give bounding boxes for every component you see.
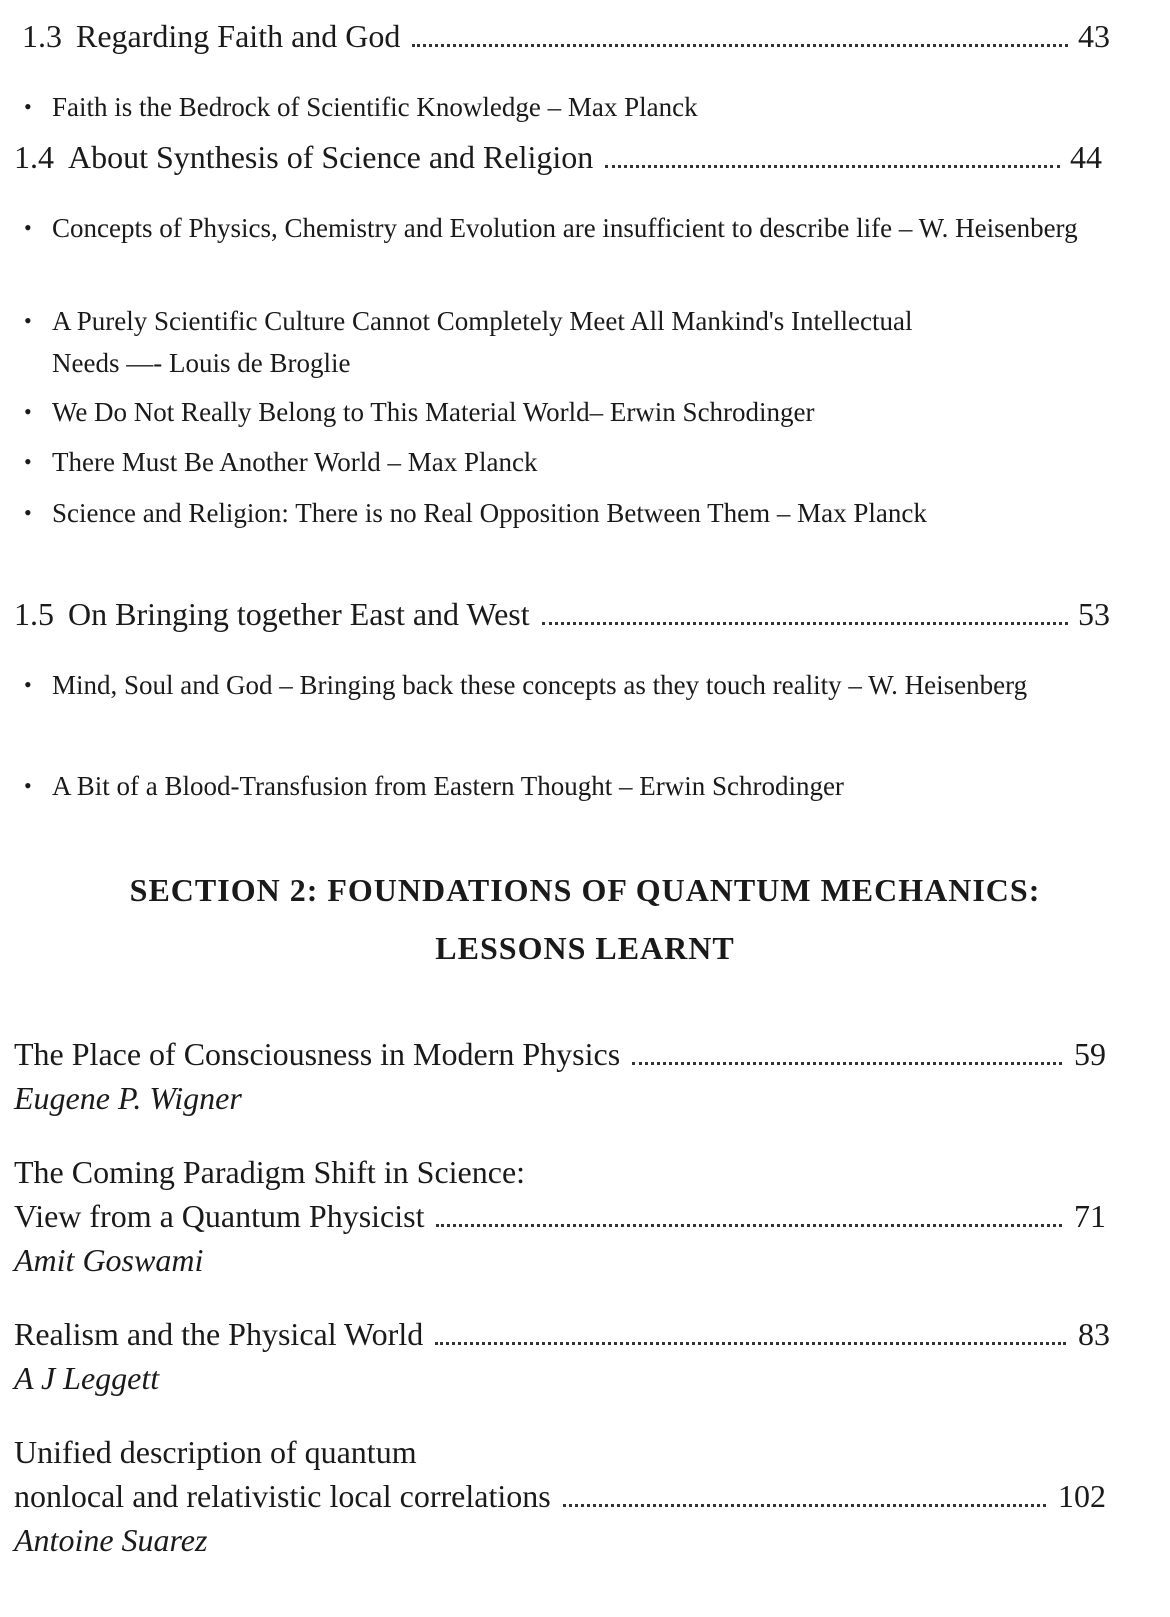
toc-article[interactable]: [14, 1032, 1154, 1120]
bullet-text: Mind, Soul and God – Bringing back these concepts as they touch reality – W. Heisenberg: [52, 670, 1028, 700]
dot-leader: [563, 1504, 1046, 1507]
entry-title: About Synthesis of Science and Religion: [68, 139, 594, 175]
article-title: The Place of Consciousness in Modern Physics: [14, 1036, 621, 1072]
bullet-icon: •: [24, 449, 32, 474]
bullet-text: A Bit of a Blood-Transfusion from Eastern Thought – Erwin Schrodinger: [52, 771, 844, 801]
bullet-text: A Purely Scientific Culture Cannot Completely Meet All Mankind's Intellectual Needs —- Louis de Broglie: [52, 306, 913, 378]
dot-leader: [605, 165, 1060, 168]
bullet-text: We Do Not Really Belong to This Material World– Erwin Schrodinger: [52, 397, 815, 427]
bullet-icon: •: [24, 672, 32, 697]
bullet-text: Concepts of Physics, Chemistry and Evolution are insufficient to describe life – W. Heisenberg: [52, 213, 1078, 243]
bullet-item: [24, 86, 1124, 128]
article-author: Antoine Suarez: [14, 1522, 208, 1558]
article-author: Amit Goswami: [14, 1242, 204, 1278]
entry-page-number: 53: [1078, 596, 1110, 632]
toc-article[interactable]: [14, 1430, 1154, 1562]
article-title: View from a Quantum Physicist: [14, 1198, 425, 1234]
entry-number: 1.5: [14, 596, 54, 632]
dot-leader: [542, 622, 1068, 625]
article-title-line: [14, 1312, 1154, 1356]
bullet-item: [24, 300, 974, 384]
dot-leader: [412, 44, 1068, 47]
article-page-number: 59: [1074, 1036, 1106, 1072]
toc-article[interactable]: [14, 1150, 1154, 1282]
toc-entry-1-5[interactable]: [14, 594, 1110, 634]
bullet-item: [24, 207, 1104, 249]
bullet-icon: •: [24, 500, 32, 525]
entry-title: Regarding Faith and God: [76, 18, 401, 54]
entry-title: On Bringing together East and West: [68, 596, 530, 632]
bullet-icon: •: [24, 94, 32, 119]
bullet-text: Faith is the Bedrock of Scientific Knowledge – Max Planck: [52, 92, 698, 122]
entry-number: 1.4: [14, 139, 54, 175]
toc-entry-1-4[interactable]: [14, 137, 1102, 177]
bullet-item: [24, 391, 1124, 433]
bullet-text: Science and Religion: There is no Real Opposition Between Them – Max Planck: [52, 498, 927, 528]
entry-number: 1.3: [22, 18, 62, 54]
article-title-line: The Coming Paradigm Shift in Science:: [14, 1154, 526, 1190]
toc-article[interactable]: [14, 1312, 1154, 1400]
toc-entry-1-3[interactable]: [22, 16, 1110, 56]
bullet-icon: •: [24, 773, 32, 798]
bullet-icon: •: [24, 399, 32, 424]
bullet-item: [24, 441, 1124, 483]
bullet-icon: •: [24, 215, 32, 240]
article-title: nonlocal and relativistic local correlations: [14, 1478, 551, 1514]
article-author: A J Leggett: [14, 1360, 160, 1396]
article-title-line: [14, 1474, 1154, 1518]
entry-page-number: 44: [1070, 139, 1102, 175]
article-title: Realism and the Physical World: [14, 1316, 424, 1352]
dot-leader: [436, 1224, 1062, 1227]
section-heading-line-2: LESSONS LEARNT: [435, 930, 735, 966]
section-heading-line-1: SECTION 2: FOUNDATIONS OF QUANTUM MECHANICS:: [129, 872, 1041, 908]
article-title-line: Unified description of quantum: [14, 1434, 417, 1470]
bullet-icon: •: [24, 308, 32, 333]
article-page-number: 71: [1074, 1198, 1106, 1234]
article-page-number: 83: [1078, 1316, 1110, 1352]
bullet-text: There Must Be Another World – Max Planck: [52, 447, 538, 477]
dot-leader: [632, 1062, 1062, 1065]
bullet-item: [24, 492, 1044, 534]
bullet-item: [24, 664, 1044, 706]
dot-leader: [435, 1342, 1066, 1345]
article-page-number: 102: [1058, 1478, 1106, 1514]
article-author: Eugene P. Wigner: [14, 1080, 242, 1116]
article-title-line: [14, 1194, 1154, 1238]
entry-page-number: 43: [1078, 18, 1110, 54]
bullet-item: [24, 765, 1124, 807]
article-title-line: [14, 1032, 1154, 1076]
